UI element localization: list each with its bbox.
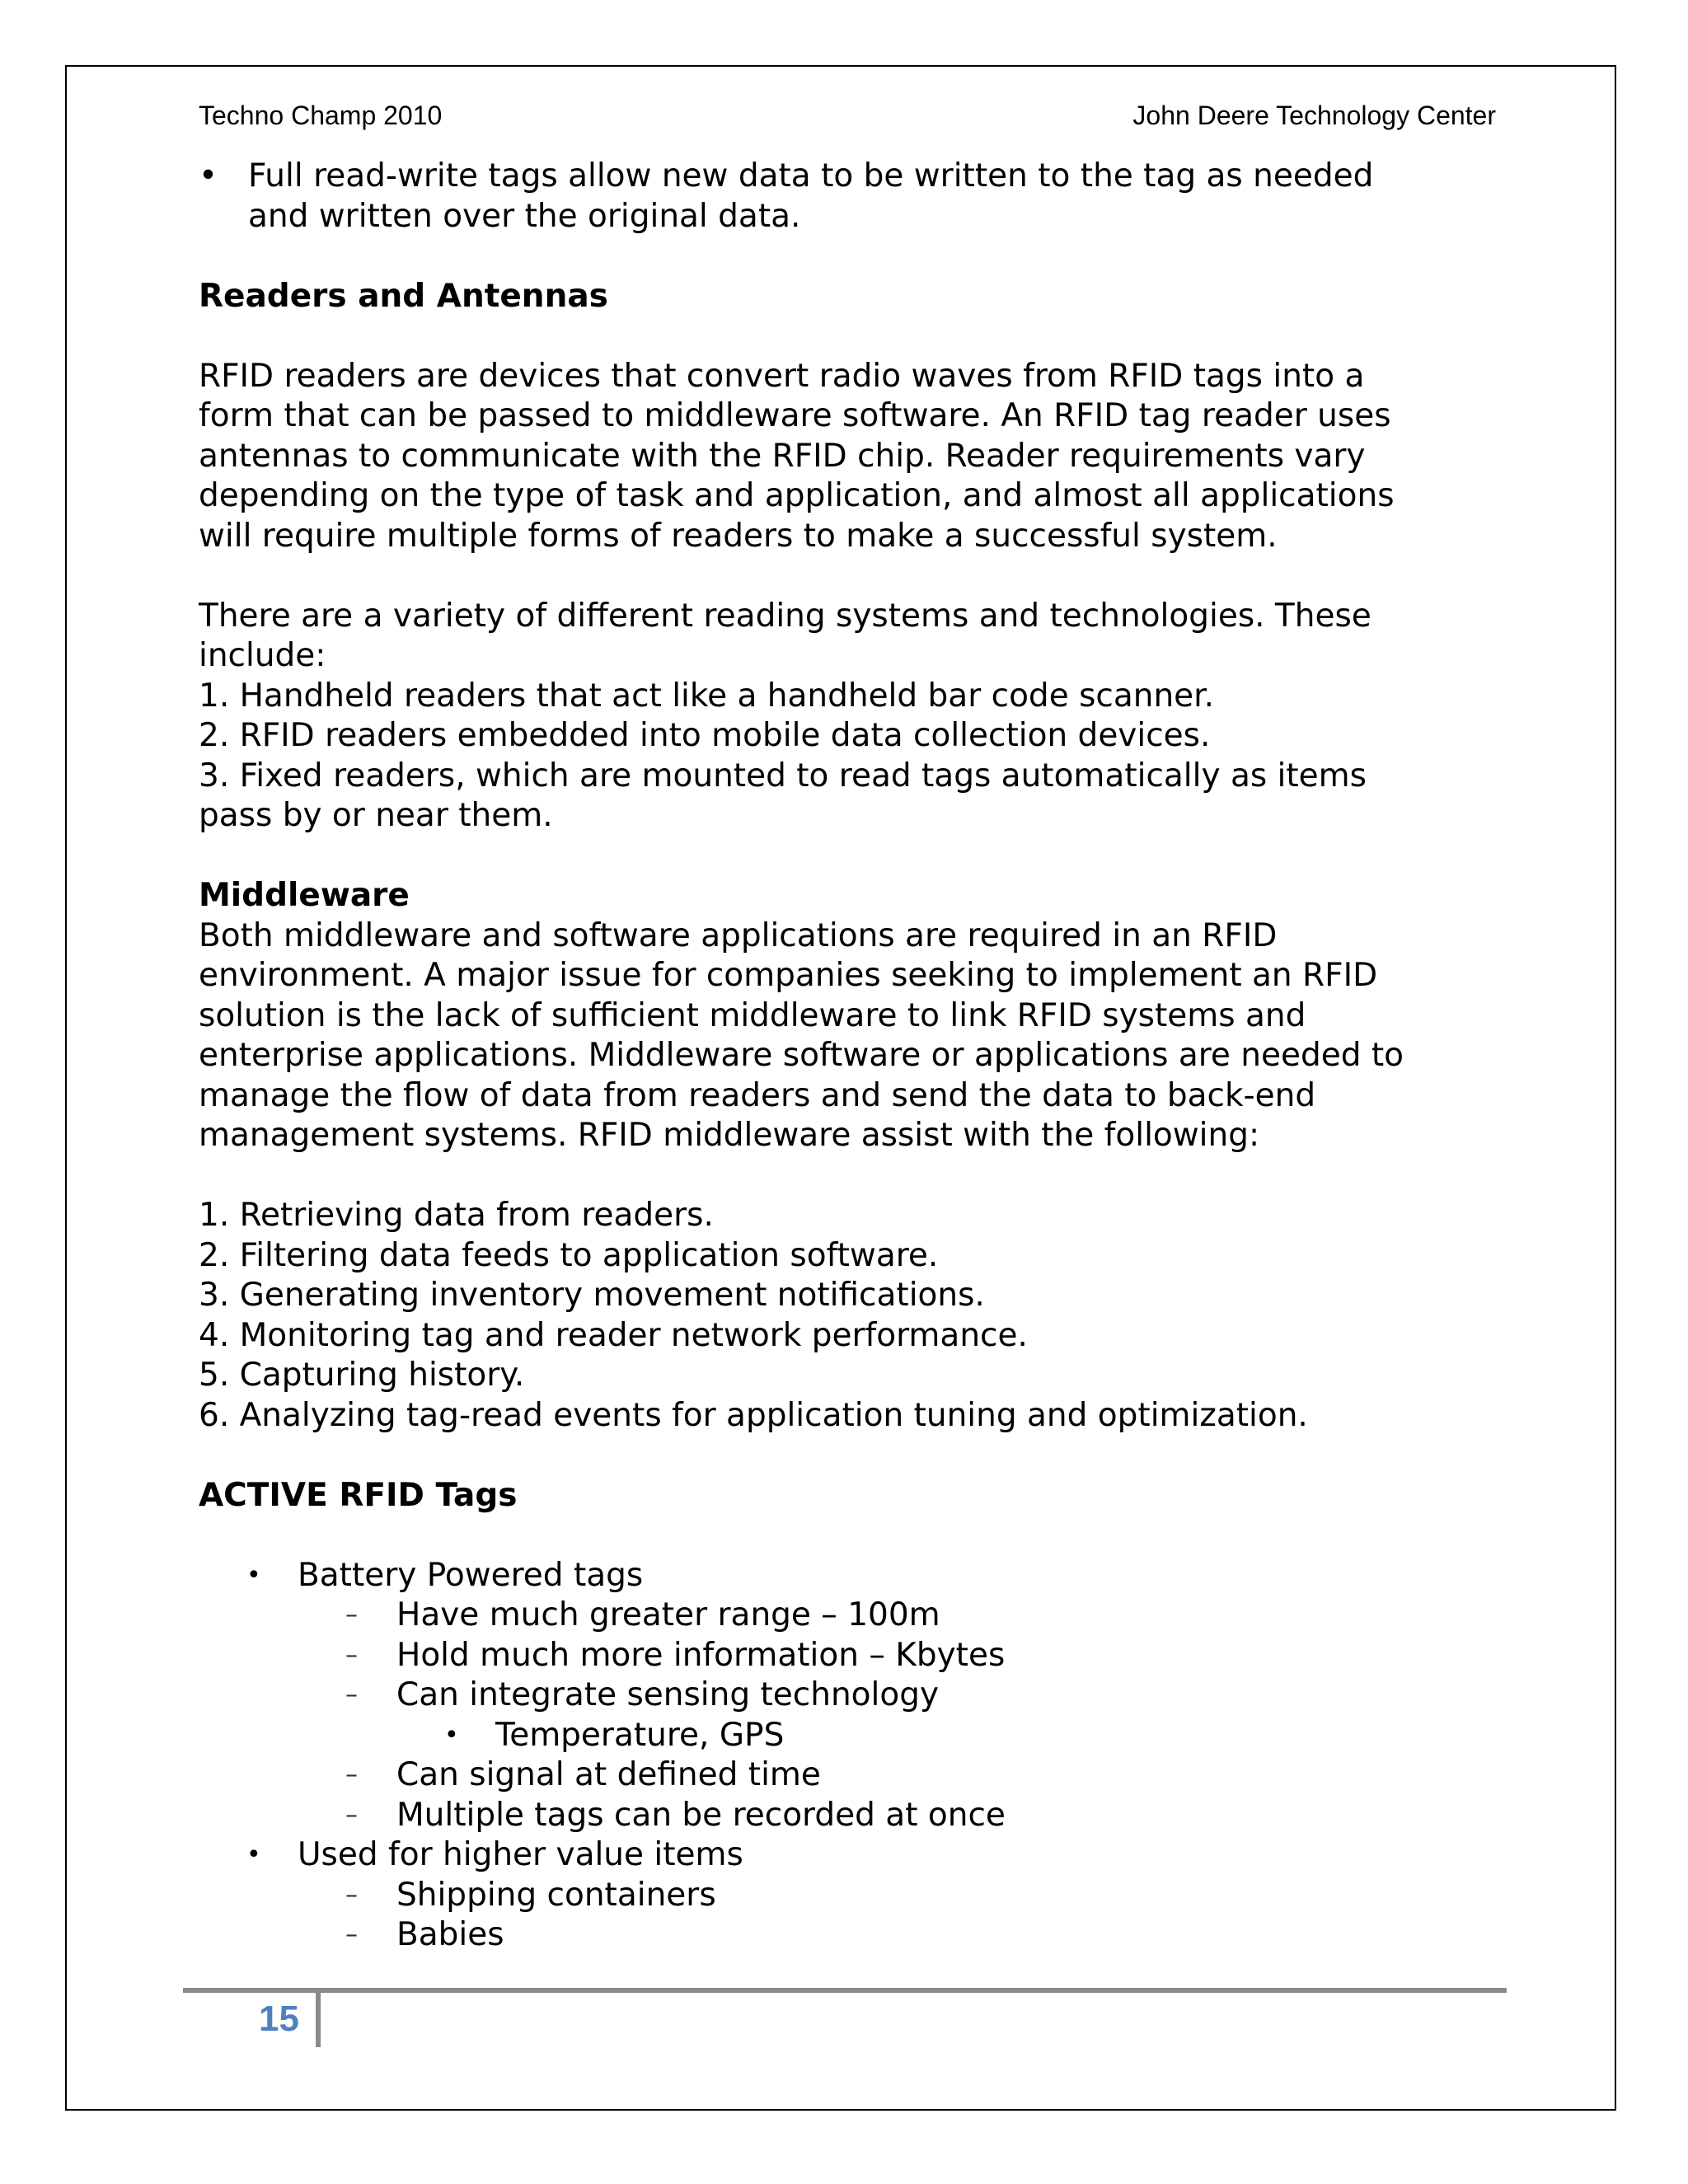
list-item: 4. Monitoring tag and reader network performance. [199, 1316, 1028, 1354]
list-item: – Have much greater range – 100m [199, 1596, 1484, 1636]
intro-bullet [199, 157, 1484, 237]
dash-icon: – [345, 1920, 358, 1949]
text-line: antennas to communicate with the RFID chip. Reader requirements vary [199, 437, 1366, 475]
footer-divider [316, 1993, 321, 2047]
bullet-dot-icon: • [246, 1560, 261, 1590]
section-heading-active-tags: ACTIVE RFID Tags [199, 1476, 518, 1514]
dash-icon: – [345, 1640, 358, 1670]
dash-icon: – [345, 1760, 358, 1789]
text-line: Full read-write tags allow new data to be written to the tag as needed [248, 157, 1374, 194]
list-item: 2. RFID readers embedded into mobile data collection devices. [199, 717, 1211, 754]
section-heading-middleware: Middleware [199, 877, 410, 914]
text-line: form that can be passed to middleware software. An RFID tag reader uses [199, 397, 1391, 434]
section-heading-readers: Readers and Antennas [199, 277, 608, 315]
text-line: solution is the lack of sufficient middleware to link RFID systems and [199, 996, 1306, 1034]
text-line: Both middleware and software applications are required in an RFID [199, 916, 1278, 954]
active-tags-list [199, 1556, 1484, 1956]
list-item: – Can integrate sensing technology [199, 1675, 1484, 1716]
list-item: – Can signal at defined time [199, 1755, 1484, 1796]
list-item: • Used for higher value items [199, 1835, 1484, 1876]
text-line: RFID readers are devices that convert radio waves from RFID tags into a [199, 357, 1365, 395]
list-item: • Temperature, GPS [199, 1716, 1484, 1756]
bullet-dot-icon: • [444, 1720, 459, 1750]
text-line: include: [199, 637, 326, 674]
dash-icon: – [345, 1800, 358, 1830]
list-item: 3. Fixed readers, which are mounted to read tags automatically as items [199, 757, 1367, 794]
text-line: and written over the original data. [248, 197, 801, 235]
list-item: – Babies [199, 1915, 1484, 1956]
list-item: – Shipping containers [199, 1876, 1484, 1916]
header-left-title: Techno Champ 2010 [199, 101, 443, 130]
readers-paragraph-1 [199, 357, 1484, 557]
list-item: 6. Analyzing tag-read events for application tuning and optimization. [199, 1396, 1308, 1434]
page-content [199, 157, 1484, 1956]
bullet-dot-icon: • [199, 157, 218, 194]
text-line: manage the flow of data from readers and send the data to back-end [199, 1076, 1316, 1114]
text-line: will require multiple forms of readers to make a successful system. [199, 517, 1278, 555]
middleware-paragraph [199, 916, 1484, 1156]
footer-rule [183, 1988, 1507, 1993]
list-item: • Battery Powered tags [199, 1556, 1484, 1596]
text-line: management systems. RFID middleware assist with the following: [199, 1117, 1260, 1154]
list-item: 1. Handheld readers that act like a handheld bar code scanner. [199, 677, 1215, 715]
readers-paragraph-2 [199, 597, 1484, 837]
middleware-list [199, 1196, 1484, 1436]
list-item: – Multiple tags can be recorded at once [199, 1796, 1484, 1836]
text-line: depending on the type of task and application, and almost all applications [199, 477, 1395, 514]
dash-icon: – [345, 1601, 358, 1629]
text-line: There are a variety of different reading systems and technologies. These [199, 597, 1372, 635]
dash-icon: – [345, 1680, 358, 1709]
list-item: 5. Capturing history. [199, 1357, 525, 1394]
list-item: 3. Generating inventory movement notifications. [199, 1277, 985, 1314]
list-item: 2. Filtering data feeds to application software. [199, 1236, 939, 1274]
list-item: – Hold much more information – Kbytes [199, 1636, 1484, 1676]
header-right-title: John Deere Technology Center [1132, 101, 1496, 130]
text-line: enterprise applications. Middleware software or applications are needed to [199, 1037, 1404, 1074]
page-number: 15 [259, 1999, 299, 2039]
bullet-dot-icon: • [246, 1840, 261, 1869]
list-item: pass by or near them. [199, 797, 553, 834]
list-item: 1. Retrieving data from readers. [199, 1197, 714, 1234]
dash-icon: – [345, 1880, 358, 1910]
text-line: environment. A major issue for companies seeking to implement an RFID [199, 957, 1378, 994]
